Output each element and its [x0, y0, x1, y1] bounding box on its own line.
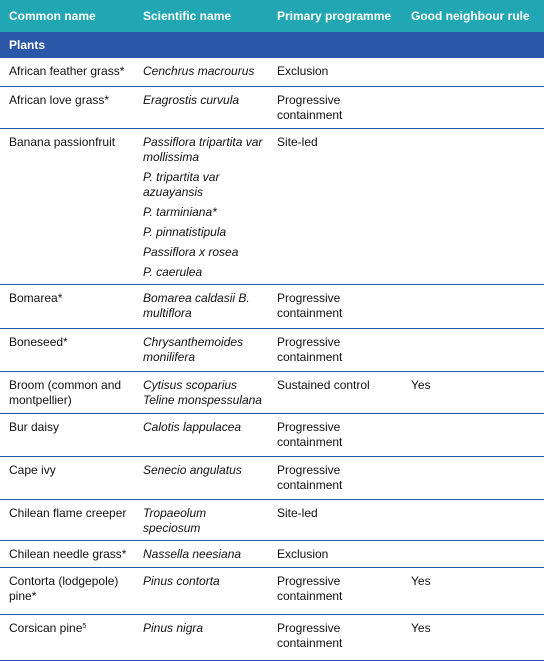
- common-name-cell: Bur daisy: [0, 413, 134, 456]
- header-row: [0, 0, 544, 32]
- good-neighbour-cell: [402, 128, 544, 284]
- scientific-name-cell: [134, 128, 268, 284]
- footnote-marker: 5: [82, 622, 87, 630]
- primary-programme-cell: Progressive containment: [268, 567, 402, 614]
- primary-programme-cell: Progressive containment: [268, 614, 402, 660]
- primary-programme-cell: Exclusion: [268, 58, 402, 86]
- scientific-name: Nassella neesiana: [143, 546, 242, 561]
- primary-programme-cell: Site-led: [268, 499, 402, 540]
- scientific-name-cell: [134, 86, 268, 128]
- good-neighbour-cell: Yes: [402, 567, 544, 614]
- table-row: [0, 540, 544, 567]
- header-scientific-name: Scientific name: [134, 0, 268, 32]
- table-row: [0, 567, 544, 614]
- scientific-name: Chrysanthemoides monilifera: [143, 334, 244, 364]
- common-name-cell: Boneseed*: [0, 328, 134, 371]
- section-title: Plants: [0, 32, 544, 58]
- scientific-name: P. tripartita var azuayansis: [143, 169, 220, 199]
- good-neighbour-cell: [402, 456, 544, 499]
- good-neighbour-cell: [402, 86, 544, 128]
- common-name-cell: Banana passionfruit: [0, 128, 134, 284]
- header-primary-programme: Primary programme: [268, 0, 402, 32]
- header-good-neighbour-rule: Good neighbour rule: [402, 0, 544, 32]
- table-row: [0, 128, 544, 284]
- primary-programme-cell: Progressive containment: [268, 284, 402, 328]
- good-neighbour-cell: [402, 284, 544, 328]
- table-row: [0, 86, 544, 128]
- scientific-name-cell: [134, 540, 268, 567]
- common-name-cell: Broom (common and montpellier): [0, 371, 134, 413]
- good-neighbour-cell: [402, 413, 544, 456]
- common-name-cell: Chilean flame creeper: [0, 499, 134, 540]
- good-neighbour-cell: [402, 58, 544, 86]
- scientific-name-cell: [134, 58, 268, 86]
- scientific-name: Passiflora x rosea: [143, 244, 239, 259]
- common-name-cell: Cape ivy: [0, 456, 134, 499]
- good-neighbour-cell: [402, 328, 544, 371]
- scientific-name: Pinus nigra: [143, 620, 204, 635]
- common-name-cell: African feather grass*: [0, 58, 134, 86]
- table-row: [0, 284, 544, 328]
- common-name-cell: Chilean needle grass*: [0, 540, 134, 567]
- good-neighbour-cell: [402, 540, 544, 567]
- good-neighbour-cell: Yes: [402, 371, 544, 413]
- primary-programme-cell: Site-led: [268, 128, 402, 284]
- scientific-name: Passiflora tripartita var mollissima: [143, 134, 263, 164]
- table-row: [0, 328, 544, 371]
- table-row: [0, 499, 544, 540]
- common-name-cell: Corsican pine$^5$: [0, 614, 134, 660]
- scientific-name: Pinus contorta: [143, 573, 220, 588]
- scientific-name-cell: [134, 614, 268, 660]
- header-common-name: Common name: [0, 0, 134, 32]
- scientific-name-cell: [134, 499, 268, 540]
- scientific-name-cell: [134, 456, 268, 499]
- scientific-name-cell: [134, 567, 268, 614]
- scientific-name-cell: [134, 328, 268, 371]
- table-row: [0, 371, 544, 413]
- scientific-name: Eragrostis curvula: [143, 92, 240, 107]
- scientific-name: P. tarminiana*: [143, 204, 217, 219]
- section-row: [0, 32, 544, 58]
- table-row: [0, 58, 544, 86]
- common-name-cell: Contorta (lodgepole) pine*: [0, 567, 134, 614]
- primary-programme-cell: Progressive containment: [268, 456, 402, 499]
- primary-programme-cell: Sustained control: [268, 371, 402, 413]
- table-row: [0, 413, 544, 456]
- scientific-name-cell: [134, 371, 268, 413]
- primary-programme-cell: Progressive containment: [268, 86, 402, 128]
- good-neighbour-cell: Yes: [402, 614, 544, 660]
- scientific-name: Calotis lappulacea: [143, 419, 242, 434]
- scientific-name: Bomarea caldasii B. multiflora: [143, 290, 250, 320]
- scientific-name: Senecio angulatus: [143, 462, 242, 477]
- table-row: [0, 456, 544, 499]
- common-name-cell: African love grass*: [0, 86, 134, 128]
- scientific-name-cell: [134, 284, 268, 328]
- scientific-name: Tropaeolum speciosum: [143, 505, 207, 535]
- common-name-cell: Bomarea*: [0, 284, 134, 328]
- good-neighbour-cell: [402, 499, 544, 540]
- primary-programme-cell: Progressive containment: [268, 413, 402, 456]
- scientific-name: Cytisus scoparius Teline monspessulana: [143, 377, 262, 407]
- scientific-name: Cenchrus macrourus: [143, 64, 255, 78]
- scientific-name: P. caerulea: [143, 264, 203, 279]
- primary-programme-cell: Progressive containment: [268, 328, 402, 371]
- scientific-name-cell: [134, 413, 268, 456]
- primary-programme-cell: Exclusion: [268, 540, 402, 567]
- scientific-name: P. pinnatistipula: [143, 224, 227, 239]
- table-row: [0, 614, 544, 660]
